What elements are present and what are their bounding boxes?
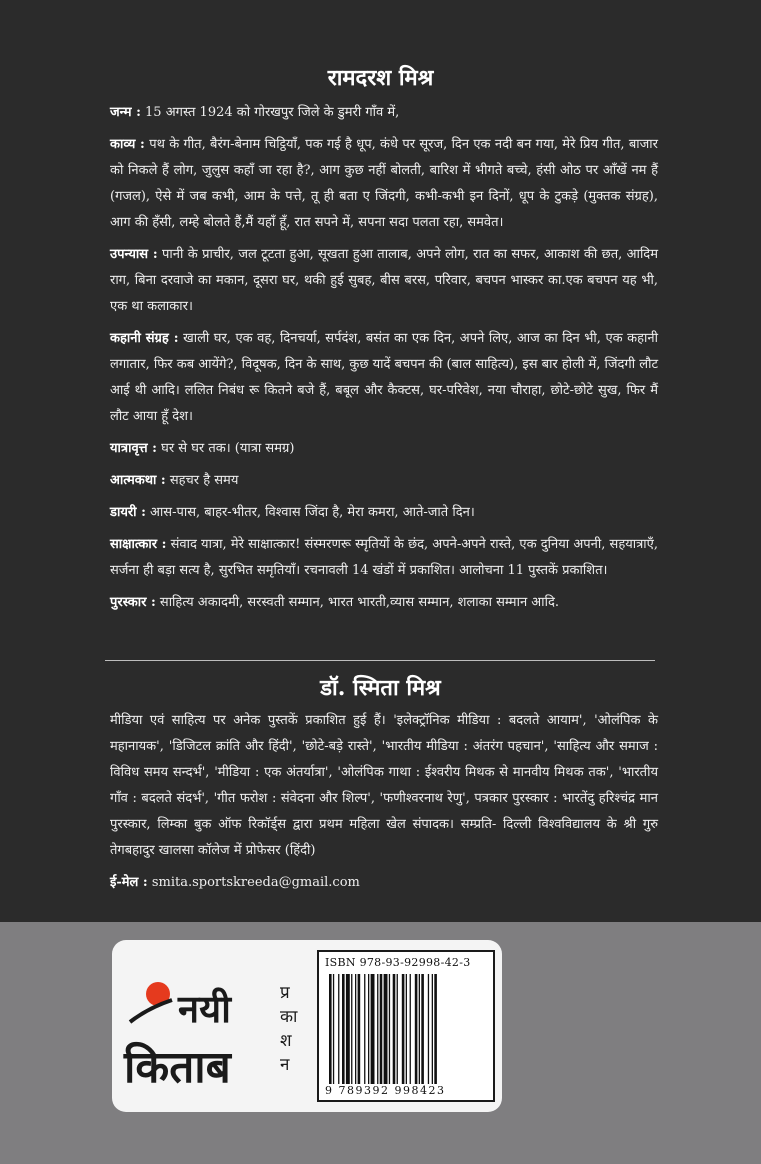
logo-side-letter: प्र xyxy=(280,983,290,1003)
awards-text: साहित्य अकादमी, सरस्वती सम्मान, भारत भारती,व्यास सम्मान, शलाका सम्मान आदि. xyxy=(159,595,559,610)
logo-word-nayi: नयी xyxy=(178,987,231,1031)
publisher-logo xyxy=(120,960,300,1100)
stories-text: खाली घर, एक वह, दिनचर्या, सर्पदंश, बसंत का एक दिन, अपने लिए, आज का दिन भी, एक कहानी लगातार, फिर कब आयेंगे?, विदूषक, दिन के साथ, कुछ यादें बचपन की (बाल साहित्य), इस बार होली में, जिंदगी लौट आई थी आदि। ललित निबंध रू कितने बजे हैं, बबूल और कैक्टस, घर-परिवेश, नया चौराहा, छोटे-छोटे सुख, फिर मैं लौट आया हूँ देश। xyxy=(110,331,658,424)
interviews-entry xyxy=(110,532,658,584)
diary-text: आस-पास, बाहर-भीतर, विश्वास जिंदा है, मेरा कमरा, आते-जाते दिन। xyxy=(150,505,475,520)
barcode-bar xyxy=(384,974,388,1084)
travel-text: घर से घर तक। (यात्रा समग्र) xyxy=(161,441,295,456)
stories-label: कहानी संग्रह : xyxy=(110,331,179,346)
email-label: ई-मेल : xyxy=(110,875,148,890)
barcode-bar xyxy=(432,974,433,1084)
email-entry xyxy=(110,870,658,896)
novels-entry xyxy=(110,242,658,320)
author2-bio-text: मीडिया एवं साहित्य पर अनेक पुस्तकें प्रकाशित हुई हैं। 'इलेक्ट्रॉनिक मीडिया : बदलते आयाम', 'ओलंपिक के महानायक', 'डिजिटल क्रांति और हिंदी', 'छोटे-बड़े रास्ते', 'भारतीय मीडिया : अंतरंग पहचान', 'साहित्य और समाज : विविध समय सन्दर्भ', 'मीडिया : एक अंतर्यात्रा', 'ओलंपिक गाथा : ईश्वरीय मिथक से मानवीय मिथक तक', 'भारतीय गाँव : बदलते संदर्भ', 'गीत फरोश : संवेदना और शिल्प', 'फणीश्वरनाथ रेणु', पत्रकार पुरस्कार : भारतेंदु हरिश्चंद्र मान पुरस्कार, लिम्का बुक ऑफ रिकॉर्ड्स द्वारा प्रथम महिला खेल संपादक। सम्प्रति- दिल्ली विश्वविद्यालय के श्री गुरु तेगबहादुर खालसा कॉलेज में प्रोफेसर (हिंदी) xyxy=(110,713,658,858)
barcode-bar xyxy=(397,974,398,1084)
email-text: smita.sportskreeda@gmail.com xyxy=(151,875,360,890)
barcode-bar xyxy=(346,974,350,1084)
logo-side-letter: का xyxy=(280,1007,298,1027)
poetry-text: पथ के गीत, बैरंग-बेनाम चिट्ठियाँ, पक गई है धूप, कंधे पर सूरज, दिन एक नदी बन गया, मेरे प्रिय गीत, बाजार को निकले हैं लोग, जुलुस कहाँ जा रहा है?, आग कुछ नहीं बोलती, बारिश में भीगते बच्चे, हंसी ओठ पर आँखें नम हैं (गजल), ऐसे में जब कभी, आम के पत्ते, तू ही बता ए जिंदगी, कभी-कभी इन दिनों, धूप के टुकड़े (मुक्तक संग्रह), आग की हँसी, लम्हे बोलते हैं,मैं यहाँ हूँ, रात सपने में, सपना सदा पलता रहा, समवेत। xyxy=(110,137,659,230)
travel-entry xyxy=(110,436,658,462)
barcode-bar xyxy=(406,974,407,1084)
barcode-bar xyxy=(358,974,361,1084)
barcode-bar xyxy=(371,974,375,1084)
birth-label: जन्म : xyxy=(110,105,141,120)
barcode-bar xyxy=(393,974,396,1084)
birth-text: 15 अगस्त 1924 को गोरखपुर जिले के डुमरी गाँव में, xyxy=(145,105,400,120)
barcode-bar xyxy=(410,974,411,1084)
interviews-label: साक्षात्कार : xyxy=(110,537,167,552)
author2-bio xyxy=(110,708,658,902)
autobiography-text: सहचर है समय xyxy=(169,473,239,488)
barcode-bar xyxy=(380,974,383,1084)
logo-side-letter: न xyxy=(280,1055,290,1075)
interviews-text: संवाद यात्रा, मेरे साक्षात्कार! संस्मरणरू स्मृतियों के छंद, अपने-अपने रास्ते, एक दुनिया अपनी, सहयात्राएँ, सर्जना ही बड़ा सत्य है, सुरभित समृतियाँ। रचनावली 14 खंडों में प्रकाशित। आलोचना 11 पुस्तकें प्रकाशित। xyxy=(110,537,658,578)
author1-name: रामदरश मिश्र xyxy=(327,65,434,91)
novels-label: उपन्यास : xyxy=(110,247,158,262)
birth-entry xyxy=(110,100,658,126)
barcode-bar xyxy=(434,974,437,1084)
publisher-card xyxy=(112,940,502,1112)
barcode-bar xyxy=(389,974,390,1084)
section-divider xyxy=(105,660,655,661)
barcode-bar xyxy=(338,974,339,1084)
autobiography-entry xyxy=(110,468,658,494)
stories-entry xyxy=(110,326,658,430)
barcode-bar xyxy=(402,974,405,1084)
barcode-bar xyxy=(355,974,356,1084)
autobiography-label: आत्मकथा : xyxy=(110,473,166,488)
diary-label: डायरी : xyxy=(110,505,146,520)
barcode-bar xyxy=(329,974,332,1084)
isbn-digits: 9 789392 998423 xyxy=(325,1084,446,1097)
barcode-bar xyxy=(415,974,418,1084)
author2-name: डॉ. स्मिता मिश्र xyxy=(320,675,441,701)
barcode-bars xyxy=(327,974,485,1084)
awards-label: पुरस्कार : xyxy=(110,595,156,610)
logo-word-kitab: किताब xyxy=(124,1042,231,1093)
barcode-bar xyxy=(421,974,424,1084)
barcode-bar xyxy=(364,974,365,1084)
poetry-label: काव्य : xyxy=(110,137,145,152)
travel-label: यात्रावृत्त : xyxy=(110,441,157,456)
author1-bio xyxy=(110,100,658,622)
barcode-bar xyxy=(428,974,429,1084)
barcode-bar xyxy=(419,974,420,1084)
barcode-bar xyxy=(333,974,334,1084)
isbn-barcode xyxy=(317,950,495,1102)
awards-entry xyxy=(110,590,658,616)
logo-side-letter: श xyxy=(280,1031,292,1051)
barcode-bar xyxy=(351,974,352,1084)
poetry-entry xyxy=(110,132,658,236)
barcode-bar xyxy=(368,974,369,1084)
novels-text: पानी के प्राचीर, जल टूटता हुआ, सूखता हुआ तालाब, अपने लोग, रात का सफर, आकाश की छत, आदिम राग, बिना दरवाजे का मकान, दूसरा घर, थकी हुई सुबह, बीस बरस, परिवार, बचपन भास्कर का.एक बचपन यह भी, एक था कलाकार। xyxy=(110,247,658,314)
barcode-bar xyxy=(342,974,345,1084)
isbn-label: ISBN 978-93-92998-42-3 xyxy=(325,956,471,969)
barcode-bar xyxy=(377,974,378,1084)
diary-entry xyxy=(110,500,658,526)
